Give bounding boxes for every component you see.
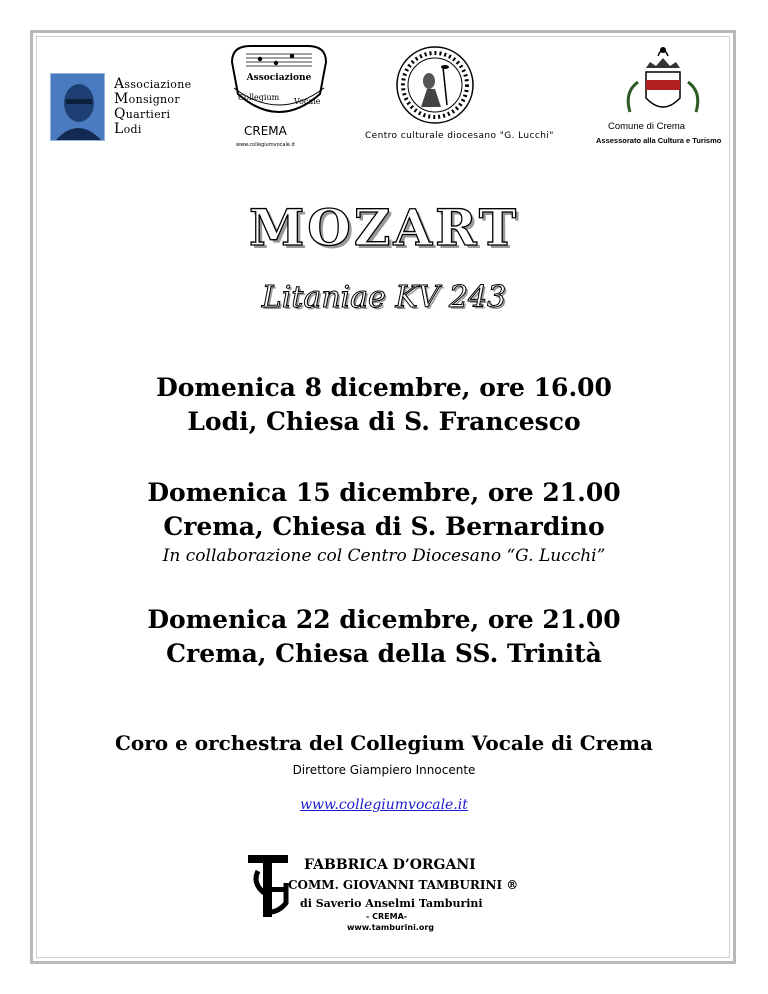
- event-date: Domenica 8 dicembre, ore 16.00: [156, 373, 612, 402]
- svg-text:Vocale: Vocale: [294, 97, 321, 106]
- assoc-line-1: Associazione: [114, 76, 192, 92]
- comune-name: Comune di Crema: [608, 121, 686, 132]
- portrait-photo: [50, 73, 105, 141]
- director: Direttore Giampiero Innocente: [292, 763, 476, 777]
- tamburini-sponsor: [246, 853, 519, 932]
- sponsor-line-4: - CREMA-: [366, 912, 408, 921]
- event-date: Domenica 22 dicembre, ore 21.00: [147, 605, 621, 634]
- diocesan-seal-icon: [365, 45, 555, 129]
- comune-dept: Assessorato alla Cultura e Turismo: [596, 136, 722, 145]
- sponsor-line-1: FABBRICA D’ORGANI: [304, 857, 476, 873]
- crema-coat-of-arms-icon: [596, 42, 726, 120]
- sponsor-line-2: COMM. GIOVANNI TAMBURINI ®: [288, 878, 519, 892]
- svg-text:Associazione: Associazione: [246, 73, 312, 83]
- event-place: Crema, Chiesa della SS. Trinità: [166, 639, 602, 668]
- collegium-city: CREMA: [244, 124, 287, 138]
- centro-caption: Centro culturale diocesano "G. Lucchi": [365, 131, 554, 141]
- tamburini-monogram-icon: [246, 853, 294, 919]
- svg-text:Collegium: Collegium: [238, 93, 280, 102]
- assoc-line-2: Monsignor: [114, 91, 180, 107]
- assoc-line-3: Quartieri: [114, 106, 171, 122]
- assoc-line-4: Lodi: [114, 121, 142, 137]
- centro-lucchi-logo: [365, 45, 555, 141]
- event-note: In collaborazione col Centro Diocesano “G. Lucchi”: [162, 546, 606, 566]
- page-subtitle: Litaniae KV 243: [261, 280, 507, 315]
- event-2: [0, 476, 768, 568]
- website-link-wrapper: [0, 797, 768, 813]
- collegium-emblem-icon: [220, 42, 338, 126]
- event-3: [0, 603, 768, 671]
- collegium-logo-url: www.collegiumvocale.it: [236, 142, 295, 148]
- comune-crema-logo: [596, 42, 726, 145]
- website-link[interactable]: www.collegiumvocale.it: [300, 797, 468, 813]
- page-title: MOZART: [248, 198, 520, 257]
- event-place: Lodi, Chiesa di S. Francesco: [187, 407, 581, 436]
- event-1: [0, 371, 768, 439]
- event-place: Crema, Chiesa di S. Bernardino: [163, 512, 605, 541]
- sponsor-line-5: www.tamburini.org: [347, 923, 435, 932]
- sponsor-line-3: di Saverio Anselmi Tamburini: [300, 897, 483, 910]
- event-date: Domenica 15 dicembre, ore 21.00: [147, 478, 621, 507]
- collegium-vocale-logo: [220, 42, 338, 148]
- performers: Coro e orchestra del Collegium Vocale di Crema: [114, 731, 654, 755]
